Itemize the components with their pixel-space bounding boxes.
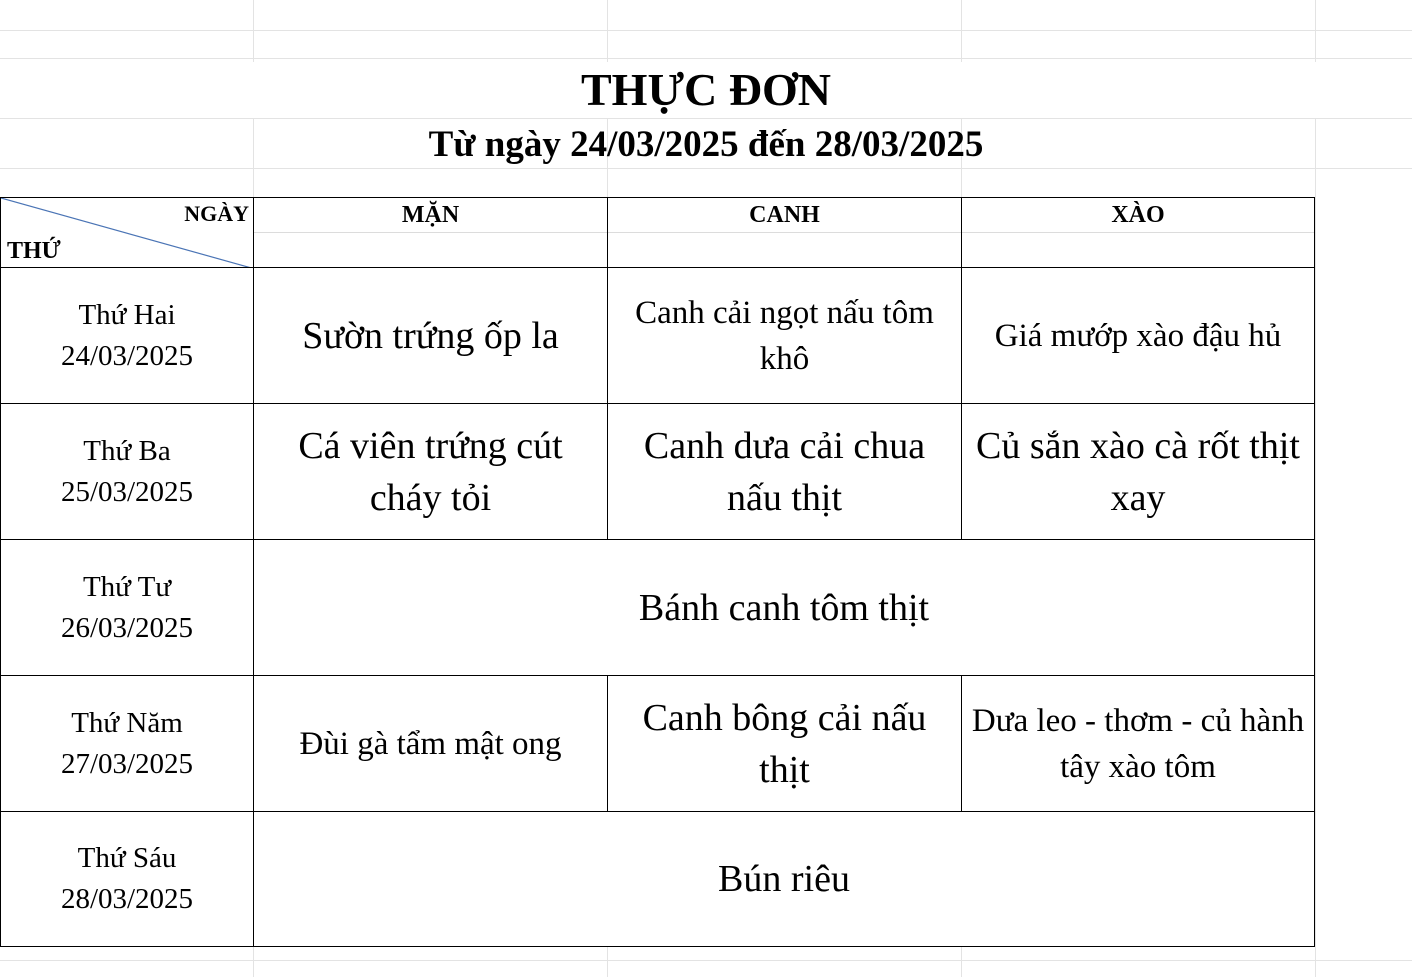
day-name: Thứ Ba: [83, 434, 171, 467]
day-date: 24/03/2025: [60, 339, 194, 372]
dish-cell-monday-xao[interactable]: Giá mướp xào đậu hủ: [961, 267, 1315, 404]
day-cell-friday[interactable]: [0, 811, 254, 947]
day-date: 26/03/2025: [60, 611, 194, 644]
day-cell-thursday[interactable]: [0, 675, 254, 812]
dish-cell-monday-canh[interactable]: Canh cải ngọt nấu tôm khô: [607, 267, 962, 404]
dish-cell-tuesday-canh[interactable]: Canh dưa cải chua nấu thịt: [607, 403, 962, 540]
day-name: Thứ Hai: [78, 298, 176, 331]
dish-cell-friday-merged[interactable]: Bún riêu: [253, 811, 1315, 947]
corner-header-cell[interactable]: [0, 197, 254, 268]
dish-cell-wednesday-merged[interactable]: Bánh canh tôm thịt: [253, 539, 1315, 676]
dish-cell-thursday-xao[interactable]: Dưa leo - thơm - củ hành tây xào tôm: [961, 675, 1315, 812]
day-cell-monday[interactable]: [0, 267, 254, 404]
dish-cell-thursday-man[interactable]: Đùi gà tẩm mật ong: [253, 675, 608, 812]
corner-day-label: NGÀY: [184, 201, 249, 226]
dish-cell-monday-man[interactable]: Sườn trứng ốp la: [253, 267, 608, 404]
menu-table: [0, 197, 1315, 947]
dish-cell-tuesday-man[interactable]: Cá viên trứng cút cháy tỏi: [253, 403, 608, 540]
day-date: 28/03/2025: [60, 883, 194, 915]
column-header-canh[interactable]: CANH: [607, 197, 962, 268]
page-subtitle: Từ ngày 24/03/2025 đến 28/03/2025: [428, 124, 984, 165]
dish-cell-tuesday-xao[interactable]: Củ sắn xào cà rốt thịt xay: [961, 403, 1315, 540]
day-cell-wednesday[interactable]: [0, 539, 254, 676]
day-name: Thứ Năm: [71, 706, 183, 739]
day-cell-tuesday[interactable]: [0, 403, 254, 540]
day-name: Thứ Tư: [82, 570, 172, 603]
column-header-man[interactable]: MẶN: [253, 197, 608, 268]
corner-weekday-label: THỨ: [7, 238, 61, 264]
day-date: 25/03/2025: [60, 475, 194, 508]
day-date: 27/03/2025: [60, 747, 194, 780]
day-name: Thứ Sáu: [77, 842, 177, 874]
column-header-xao[interactable]: XÀO: [961, 197, 1315, 268]
page-title: THỰC ĐƠN: [0, 62, 1412, 118]
dish-cell-thursday-canh[interactable]: Canh bông cải nấu thịt: [607, 675, 962, 812]
